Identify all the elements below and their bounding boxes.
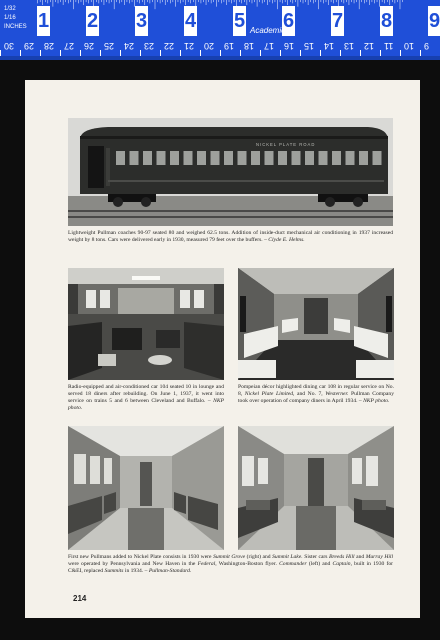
ruler-cm-number: 9 <box>424 41 430 51</box>
lounge-illustration <box>68 268 224 380</box>
ruler-cm-number: 23 <box>144 41 155 51</box>
caption-lounge-car: Radio-equipped and air-conditioned car 104 seated 10 in lounge and served 18 diners after rebuilding. On June 1, 1937, it went into service on trains 5 and 6 between Cleveland and Buffalo. – NKP photo. <box>68 384 224 411</box>
coach-window <box>157 151 166 165</box>
ruler-inch-number: 4 <box>184 6 197 36</box>
coach-illustration <box>68 118 393 226</box>
ruler-inch-number: 7 <box>331 6 344 36</box>
ruler-inch-number: 8 <box>380 6 393 36</box>
coach-window <box>143 151 152 165</box>
dining-illustration <box>238 268 394 380</box>
coach-window <box>251 151 260 165</box>
photo-pullman-coach <box>68 118 393 226</box>
ruler-inch-number: 1 <box>37 6 50 36</box>
caption-summit-cars: First new Pullmans added to Nickel Plate consists in 1930 were Summit Grove (right) and Summit Lake. Sister cars Breeds Hill and Murray Hill were operated by Pennsylvania and New Haven in the Federal, Washington-Boston flyer. Commander (left) and Captain, built in 1930 for C&EI, replaced Summits in 1934. – Pullman-Standard. <box>68 554 394 574</box>
photo-summit-car-right <box>238 426 394 550</box>
page-number: 214 <box>73 594 87 603</box>
ruler-inch-number: 2 <box>86 6 99 36</box>
coach-window <box>170 151 179 165</box>
coach-window <box>130 151 139 165</box>
coach-window <box>359 151 368 165</box>
photo-lounge-car-104 <box>68 268 224 380</box>
book-page <box>25 80 420 618</box>
ruler-inch-number: 5 <box>233 6 246 36</box>
ruler-cm-number: 26 <box>84 41 95 51</box>
ruler-inch-number: 3 <box>135 6 148 36</box>
ruler-cm-number: 10 <box>404 41 415 51</box>
coach-window <box>346 151 355 165</box>
ruler-cm-number: 17 <box>264 41 275 51</box>
coach-window <box>373 151 382 165</box>
ruler-unit-label: 1/16 <box>4 15 16 21</box>
ruler-inch-number: 6 <box>282 6 295 36</box>
ruler-cm-number: 16 <box>284 41 295 51</box>
ruler-cm-number: 25 <box>104 41 115 51</box>
ruler-cm-number: 28 <box>44 41 55 51</box>
coach-window <box>116 151 125 165</box>
ruler-cm-number: 30 <box>4 41 15 51</box>
measuring-ruler <box>0 0 440 60</box>
ruler-cm-number: 11 <box>384 41 394 51</box>
summit-left-illustration <box>68 426 224 550</box>
ruler-cm-number: 20 <box>204 41 215 51</box>
summit-right-illustration <box>238 426 394 550</box>
photo-dining-car-108 <box>238 268 394 380</box>
ruler-cm-number: 27 <box>64 41 75 51</box>
ruler-cm-number: 13 <box>344 41 355 51</box>
caption-dining-car: Pompeian décor highlighted dining car 108 in regular service on No. 8, Nickel Plate Limited, and No. 7, Westerner. Pullman Company took over operation of company diners in April 1934. – NKP photo. <box>238 384 394 404</box>
ruler-unit-label: 1/32 <box>4 6 16 12</box>
ruler-edge <box>0 56 440 60</box>
ruler-cm-number: 14 <box>324 41 335 51</box>
coach-window <box>319 151 328 165</box>
coach-window <box>265 151 274 165</box>
coach-window <box>211 151 220 165</box>
ruler-brand-label: Academic <box>250 26 286 35</box>
coach-window <box>238 151 247 165</box>
ruler-ticks <box>0 0 440 10</box>
coach-window <box>197 151 206 165</box>
ruler-unit-label: INCHES <box>4 24 27 30</box>
ruler-cm-number: 18 <box>244 41 255 51</box>
coach-window <box>292 151 301 165</box>
ruler-cm-number: 15 <box>304 41 315 51</box>
coach-window <box>184 151 193 165</box>
coach-window <box>278 151 287 165</box>
coach-window <box>224 151 233 165</box>
car-lettering: NICKEL PLATE ROAD <box>256 142 316 147</box>
ruler-cm-number: 12 <box>364 41 375 51</box>
ruler-cm-number: 29 <box>24 41 35 51</box>
ruler-cm-number: 22 <box>164 41 175 51</box>
coach-window <box>305 151 314 165</box>
coach-window <box>332 151 341 165</box>
ruler-cm-number: 24 <box>124 41 135 51</box>
caption-coach: Lightweight Pullman coaches 90-97 seated 80 and weighed 62.5 tons. Addition of inside-duct mechanical air conditioning in 1937 increased weight by 8 tons. Cars were delivered early in 1930, measured 79 feet over the buffers. – Clyde E. Helms. <box>68 230 393 243</box>
ruler-cm-number: 19 <box>224 41 235 51</box>
ruler-inch-number: 9 <box>428 6 440 36</box>
ruler-cm-number: 21 <box>184 41 195 51</box>
photo-summit-car-left <box>68 426 224 550</box>
